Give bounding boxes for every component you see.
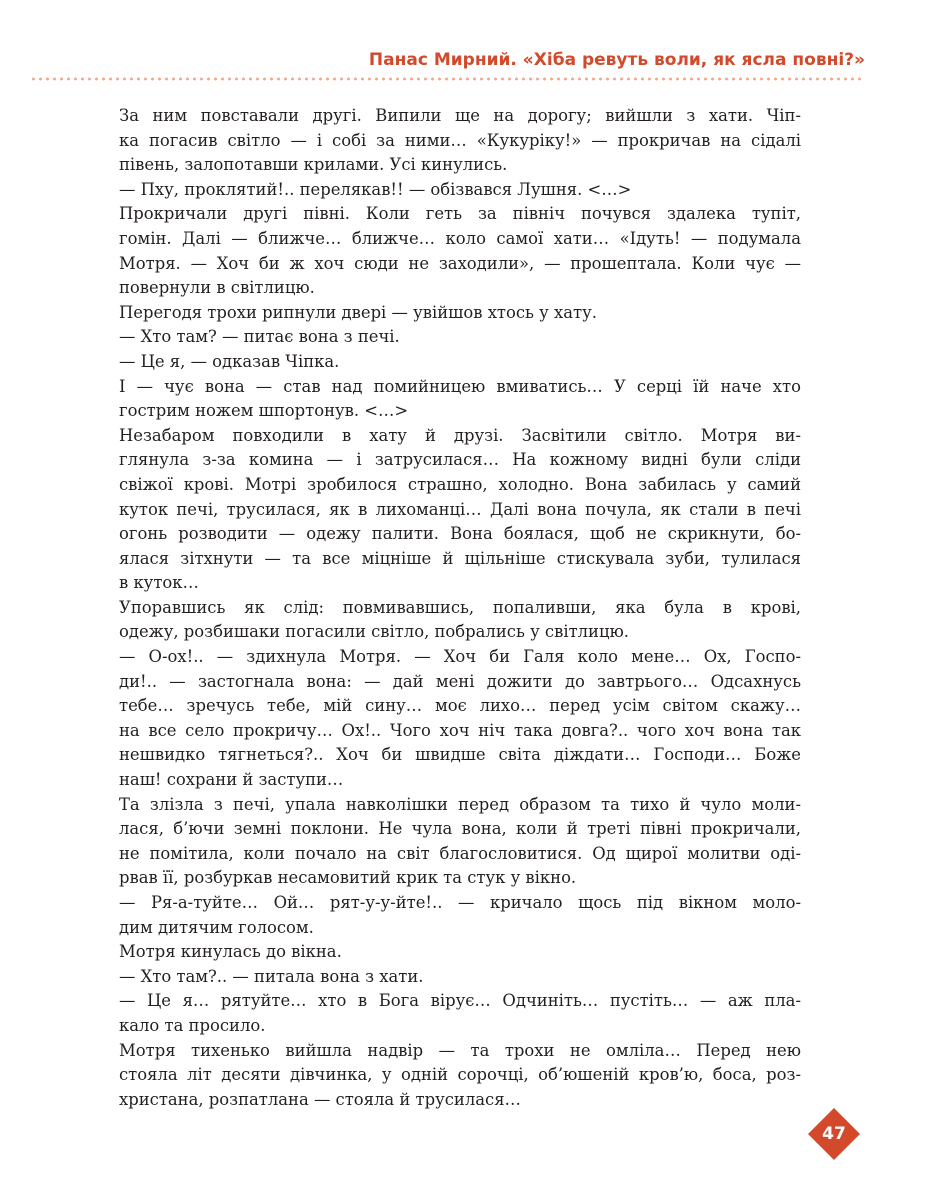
text-line: гомін. Далі — ближче… ближче… коло самої хати… «Ідуть! — подумала	[119, 228, 801, 248]
text-line: повернули в світлицю.	[119, 278, 315, 298]
text-line: Мотря тихенько вийшла надвір — та трохи не омліла… Перед нею	[119, 1040, 801, 1060]
text-line: на все село прокричу… Ох!.. Чого хоч ніч така довга?.. чого хоч вона так	[119, 720, 801, 740]
text-line: — Хто там?.. — питала вона з хати.	[119, 966, 424, 986]
text-line: Упоравшись як слід: повмивавшись, попаливши, яка була в крові,	[119, 597, 801, 617]
text-line: — Пху, проклятий!.. перелякав!! — обізвався Лушня. <…>	[119, 179, 632, 199]
text-line: куток печі, трусилася, як в лихоманці… Далі вона почула, як стали в печі	[119, 499, 801, 519]
text-line: — Хто там? — питає вона з печі.	[119, 327, 400, 347]
text-line: Прокричали другі півні. Коли геть за північ почувся здалека тупіт,	[119, 204, 801, 224]
text-line: — О-ох!.. — здихнула Мотря. — Хоч би Галя коло мене… Ох, Госпо-	[119, 647, 801, 667]
text-line: Мотря. — Хоч би ж хоч сюди не заходили», — прошептала. Коли чує —	[119, 253, 801, 273]
text-line: Перегодя трохи рипнули двері — увійшов хтось у хату.	[119, 302, 597, 322]
text-line: тебе… зречусь тебе, мій сину… моє лихо… перед усім світом скажу…	[119, 696, 801, 716]
text-line: ка погасив світло — і собі за ними… «Кукуріку!» — прокричав на сідалі	[119, 130, 801, 150]
text-line: нешвидко тягнеться?.. Хоч би швидше світа діждати… Господи… Боже	[119, 745, 801, 765]
text-line: не помітила, коли почало на світ благословитися. Од щирої молитви оді-	[119, 843, 801, 863]
text-line: Та злізла з печі, упала навколішки перед образом та тихо й чуло моли-	[119, 794, 801, 814]
text-line: ди!.. — застогнала вона: — дай мені дожити до завтрього… Одсахнусь	[119, 671, 801, 691]
text-line: гострим ножем шпортонув. <…>	[119, 401, 409, 421]
page-number-badge	[808, 1108, 860, 1160]
text-line: глянула з-за комина — і затрусилася… На кожному видні були сліди	[119, 450, 801, 470]
text-line: стояла літ десяти дівчинка, у одній сорочці, об’юшеній кров’ю, боса, роз-	[119, 1065, 801, 1085]
text-line: — Ря-а-туйте… Ой… рят-у-у-йте!.. — кричало щось під вікном молo-	[119, 893, 801, 912]
text-line: — Це я… рятуйте… хто в Бога вірує… Одчиніть… пустіть… — аж пла-	[119, 991, 801, 1011]
text-line: Мотря кинулась до вікна.	[119, 942, 342, 962]
text-line: півень, залопотавши крилами. Усі кинулись.	[119, 155, 508, 175]
running-header: Панас Мирний. «Хіба ревуть воли, як ясла повні?»	[368, 50, 865, 70]
text-line: Незабаром повходили в хату й друзі. Засвітили світло. Мотря ви-	[119, 425, 801, 445]
text-line: в куток…	[119, 573, 199, 593]
text-line: наш! сохрани й заступи…	[119, 770, 344, 790]
text-line: За ним повставали другі. Випили ще на дорогу; вийшли з хати. Чіп-	[119, 106, 801, 125]
text-line: лася, б’ючи земні поклони. Не чула вона, коли й треті півні прокричали,	[119, 819, 801, 839]
text-line: — Це я, — одказав Чіпка.	[119, 351, 340, 371]
text-line: І — чує вона — став над помийницею вмиватись… У серці їй наче хто	[119, 376, 801, 396]
text-line: рвав її, розбуркав несамовитий крик та стук у вікно.	[119, 868, 577, 888]
body-text	[119, 104, 801, 1112]
dotted-divider	[30, 77, 865, 81]
text-line: ялася зітхнути — та все міцніше й щільніше стискувала зуби, тулилася	[119, 548, 801, 568]
text-line: одежу, розбишаки погасили світло, побрались у світлицю.	[119, 622, 630, 642]
text-line: дим дитячим голосом.	[119, 917, 314, 937]
text-line: огонь розводити — одежу палити. Вона боялася, щоб не скрикнути, бо-	[119, 524, 801, 544]
text-line: свіжої крові. Мотрі зробилося страшно, холодно. Вона забилась у самий	[119, 474, 801, 494]
text-line: кало та просило.	[119, 1015, 266, 1035]
text-line: христана, розпатлана — стояла й трусилася…	[119, 1089, 521, 1109]
page-number: 47	[822, 1124, 846, 1144]
